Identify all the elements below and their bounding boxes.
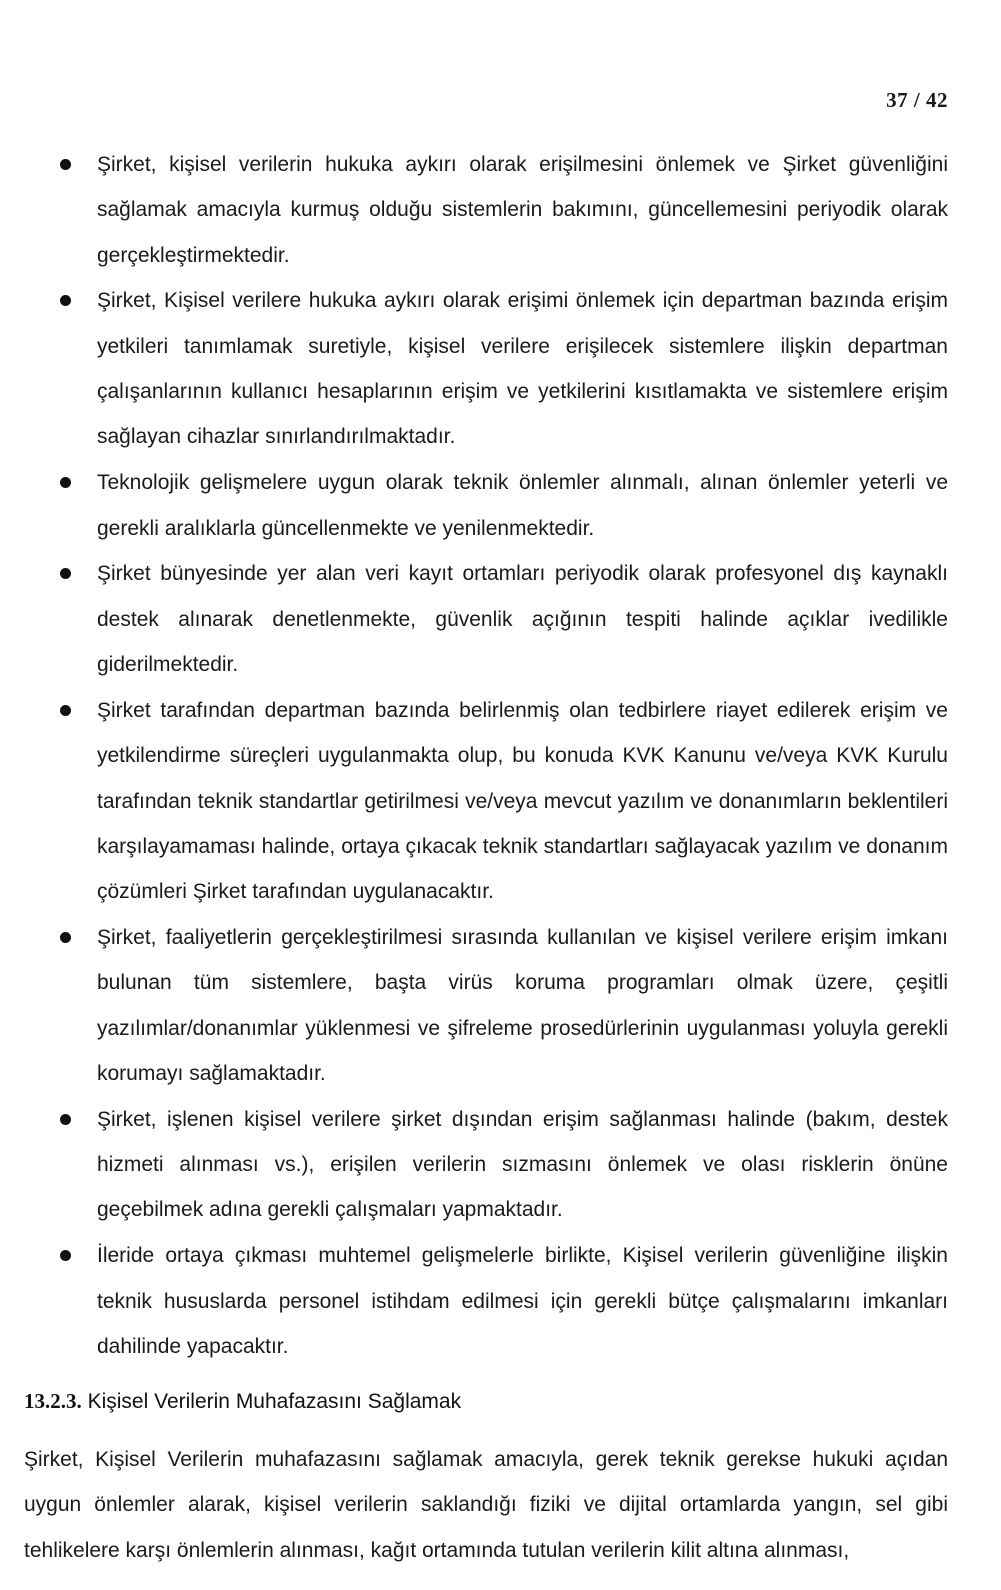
list-item-text: Teknolojik gelişmelere uygun olarak teknik önlemler alınmalı, alınan önlemler yeterli ve gerekli aralıklarla güncellenmekte ve yenilenmektedir.: [97, 471, 948, 540]
list-item-text: Şirket, Kişisel verilere hukuka aykırı olarak erişimi önlemek için departman bazında erişim yetkileri tanımlamak suretiyle, kişisel verilere erişilecek sistemlere ilişkin departman çalışanlarının kullanıcı hesaplarının erişim ve yetkilerini kısıtlamakta ve sistemlere erişim sağlayan cihazlar sınırlandırılmaktadır.: [97, 289, 948, 449]
bullet-icon: [60, 1114, 71, 1125]
list-item: [0, 278, 1001, 459]
security-measures-list: [0, 142, 1001, 1370]
list-item: [0, 915, 1001, 1096]
list-item: [0, 688, 1001, 914]
bullet-icon: [60, 477, 71, 488]
list-item: [0, 460, 1001, 551]
list-item-text: Şirket bünyesinde yer alan veri kayıt ortamları periyodik olarak profesyonel dış kaynaklı destek alınarak denetlenmekte, güvenlik açığının tespiti halinde açıklar ivedilikle giderilmektedir.: [97, 562, 948, 677]
section-paragraph: Şirket, Kişisel Verilerin muhafazasını sağlamak amacıyla, gerek teknik gerekse hukuki açıdan uygun önlemler alarak, kişisel verilerin saklandığı fiziki ve dijital ortamlarda yangın, sel gibi tehlikelere karşı önlemlerin alınması, kağıt ortamında tutulan verilerin kilit altına alınması,: [24, 1448, 948, 1562]
list-item: [0, 1097, 1001, 1233]
bullet-icon: [60, 705, 71, 716]
list-item: [0, 142, 1001, 278]
bullet-icon: [60, 159, 71, 170]
bullet-icon: [60, 295, 71, 306]
bullet-icon: [60, 568, 71, 579]
bullet-icon: [60, 1250, 71, 1261]
list-item-text: Şirket, işlenen kişisel verilere şirket dışından erişim sağlanması halinde (bakım, destek hizmeti alınması vs.), erişilen verilerin sızmasını önlemek ve olası risklerin önüne geçebilmek adına gerekli çalışmaları yapmaktadır.: [97, 1107, 948, 1222]
list-item: [0, 1233, 1001, 1369]
section-heading: [24, 1385, 461, 1418]
page-number: 37 / 42: [886, 88, 948, 112]
list-item: [0, 551, 1001, 687]
list-item-text: İleride ortaya çıkması muhtemel gelişmelerle birlikte, Kişisel verilerin güvenliğine ilişkin teknik hususlarda personel istihdam edilmesi için gerekli bütçe çalışmalarını imkanları dahilinde yapacaktır.: [97, 1244, 948, 1358]
bullet-icon: [60, 932, 71, 943]
section-title: Kişisel Verilerin Muhafazasını Sağlamak: [87, 1390, 462, 1413]
section-number: 13.2.3.: [24, 1389, 82, 1413]
list-item-text: Şirket tarafından departman bazında belirlenmiş olan tedbirlere riayet edilerek erişim ve yetkilendirme süreçleri uygulanmakta olup, bu konuda KVK Kanunu ve/veya KVK Kurulu tarafından teknik standartlar getirilmesi ve/veya mevcut yazılım ve donanımların beklentileri karşılayamaması halinde, ortaya çıkacak teknik standartları sağlayacak yazılım ve donanım çözümleri Şirket tarafından uygulanacaktır.: [97, 698, 948, 904]
list-item-text: Şirket, kişisel verilerin hukuka aykırı olarak erişilmesini önlemek ve Şirket güvenliğini sağlamak amacıyla kurmuş olduğu sistemlerin bakımını, güncellemesini periyodik olarak gerçekleştirmektedir.: [97, 153, 948, 267]
list-item-text: Şirket, faaliyetlerin gerçekleştirilmesi sırasında kullanılan ve kişisel verilere erişim imkanı bulunan tüm sistemlere, başta virüs koruma programları olmak üzere, çeşitli yazılımlar/donanımlar yüklenmesi ve şifreleme prosedürlerinin uygulanması yoluyla gerekli korumayı sağlamaktadır.: [97, 926, 948, 1085]
